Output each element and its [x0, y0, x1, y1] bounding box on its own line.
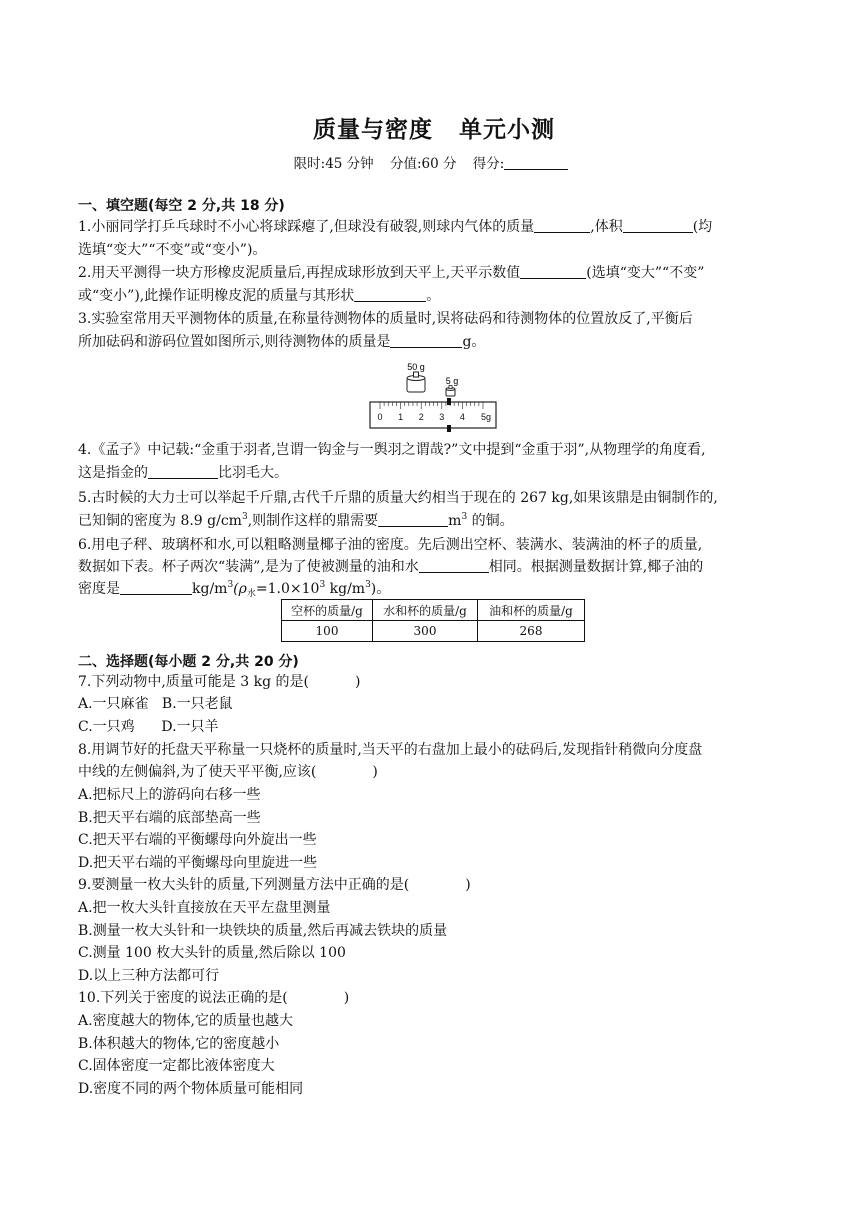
- q8-option-c[interactable]: C.把天平右端的平衡螺母向外旋出一些: [78, 832, 317, 848]
- q2-line-2: 或“变小”),此操作证明橡皮泥的质量与其形状 。: [78, 288, 441, 304]
- title-part-2: 单元小测: [459, 117, 555, 143]
- ruler-tick-label: 1: [398, 412, 404, 422]
- total-score: 分值:60 分: [389, 156, 457, 172]
- q2-blank-2[interactable]: [354, 287, 426, 302]
- exam-meta: [78, 152, 790, 172]
- q8-line-2: 中线的左侧偏斜,为了使天平平衡,应该( ): [78, 764, 378, 780]
- table-cell: 300: [373, 621, 478, 642]
- q2-blank-1[interactable]: [520, 264, 586, 279]
- q4-blank[interactable]: [148, 464, 218, 479]
- q10-option-a[interactable]: A.密度越大的物体,它的质量也越大: [78, 1013, 294, 1029]
- time-limit: 限时:45 分钟: [293, 156, 374, 172]
- q5-blank[interactable]: [378, 512, 448, 527]
- table-header-row: [282, 600, 585, 621]
- q3-line-2: 所加砝码和游码位置如图所示,则待测物体的质量是 g。: [78, 334, 486, 350]
- q7-option-b[interactable]: B.一只老鼠: [161, 696, 233, 712]
- measurement-table: [281, 599, 585, 642]
- q9-option-d[interactable]: D.以上三种方法都可行: [78, 968, 220, 984]
- ruler-tick-label: 3: [439, 412, 445, 422]
- weight-5g-label: 5 g: [445, 376, 459, 386]
- ruler-tick-label: 2: [418, 412, 424, 422]
- q9-stem: 9.要测量一枚大头针的质量,下列测量方法中正确的是( ): [78, 877, 471, 893]
- obtained-score-blank[interactable]: [504, 155, 568, 170]
- q9-option-c[interactable]: C.测量 100 枚大头针的质量,然后除以 100: [78, 945, 346, 961]
- q10-option-b[interactable]: B.体积越大的物体,它的密度越小: [78, 1036, 280, 1052]
- q7-stem: 7.下列动物中,质量可能是 3 kg 的是( ): [78, 674, 361, 690]
- q5-line-1: 5.古时候的大力士可以举起千斤鼎,古代千斤鼎的质量大约相当于现在的 267 kg,如果该鼎是由铜制作的,: [78, 490, 718, 506]
- q7-option-c[interactable]: C.一只鸡: [78, 719, 135, 735]
- q1-line-2: 选填“变大”“不变”或“变小”)。: [78, 242, 267, 258]
- table-cell: 268: [478, 621, 585, 642]
- q6-line-3: 密度是 $kg/m^3(\rho_水=1.0\times 10^3$ $kg/m^3$)。: [78, 580, 391, 599]
- q8-option-a[interactable]: A.把标尺上的游码向右移一些: [78, 787, 261, 803]
- q1-line-1: 1.小丽同学打乒乓球时不小心将球踩瘪了,但球没有破裂,则球内气体的质量 ,体积 (均: [78, 219, 713, 235]
- weight-50g-icon: [407, 372, 425, 392]
- q6-blank-1[interactable]: [419, 558, 489, 573]
- q1-blank-2[interactable]: [623, 218, 693, 233]
- page-title: [78, 111, 790, 144]
- q8-option-b[interactable]: B.把天平右端的底部垫高一些: [78, 810, 261, 826]
- q6-line-2: 数据如下表。杯子两次“装满”,是为了使被测量的油和水 相同。根据测量数据计算,椰子油的: [78, 559, 704, 575]
- q9-option-a[interactable]: A.把一枚大头针直接放在天平左盘里测量: [78, 900, 331, 916]
- q10-stem: 10.下列关于密度的说法正确的是( ): [78, 990, 350, 1006]
- q10-option-d[interactable]: D.密度不同的两个物体质量可能相同: [78, 1081, 304, 1097]
- table-cell: 100: [282, 621, 373, 642]
- q8-line-1: 8.用调节好的托盘天平称量一只烧杯的质量时,当天平的右盘加上最小的砝码后,发现指针稍微向分度盘: [78, 742, 703, 758]
- q4-line-2: 这是指金的 比羽毛大。: [78, 465, 288, 481]
- title-part-1: 质量与密度: [313, 117, 433, 143]
- section-2-heading: 二、选择题(每小题 2 分,共 20 分): [78, 654, 299, 670]
- q7-option-d[interactable]: D.一只羊: [161, 719, 219, 735]
- ruler-tick-label: 5g: [480, 412, 492, 422]
- ruler-tick-label: 0: [377, 412, 383, 422]
- q8-option-d[interactable]: D.把天平右端的平衡螺母向里旋进一些: [78, 855, 318, 871]
- q6-line-1: 6.用电子秤、玻璃杯和水,可以粗略测量椰子油的密度。先后测出空杯、装满水、装满油的杯子的质量,: [78, 537, 703, 553]
- table-header-cell: 空杯的质量/g: [282, 600, 373, 621]
- q3-line-1: 3.实验室常用天平测物体的质量,在称量待测物体的质量时,误将砝码和待测物体的位置放反了,平衡后: [78, 311, 693, 327]
- q5-line-2: 已知铜的密度为 8.9 $g/cm^3$,则制作这样的鼎需要 $m^3$ 的铜。: [78, 512, 514, 529]
- weight-50g-label: 50 g: [407, 362, 425, 372]
- q3-blank[interactable]: [390, 333, 462, 348]
- section-1-heading: 一、填空题(每空 2 分,共 18 分): [78, 198, 285, 214]
- table-row: [282, 621, 585, 642]
- table-header-cell: 油和杯的质量/g: [478, 600, 585, 621]
- q7-options-cd: [78, 717, 219, 737]
- q1-blank-1[interactable]: [534, 218, 590, 233]
- ruler-tick-label: 4: [459, 412, 465, 422]
- q10-option-c[interactable]: C.固体密度一定都比液体密度大: [78, 1058, 275, 1074]
- obtained-score-label: 得分:: [473, 156, 575, 172]
- beam-scale: [370, 402, 496, 428]
- q7-options-ab: [78, 694, 233, 714]
- q9-option-b[interactable]: B.测量一枚大头针和一块铁块的质量,然后再减去铁块的质量: [78, 923, 448, 939]
- q6-blank-2[interactable]: [120, 580, 192, 595]
- table-header-cell: 水和杯的质量/g: [373, 600, 478, 621]
- q7-option-a[interactable]: A.一只麻雀: [78, 696, 149, 712]
- q4-line-1: 4.《孟子》中记载:“金重于羽者,岂谓一钩金与一舆羽之谓哉?”文中提到“金重于羽”,从物理学的角度看,: [78, 442, 706, 458]
- q2-line-1: 2.用天平测得一块方形橡皮泥质量后,再捏成球形放到天平上,天平示数值 (选填“变大”“不变”: [78, 265, 705, 281]
- weight-5g-icon: [446, 386, 455, 397]
- balance-rider-figure: [368, 360, 498, 436]
